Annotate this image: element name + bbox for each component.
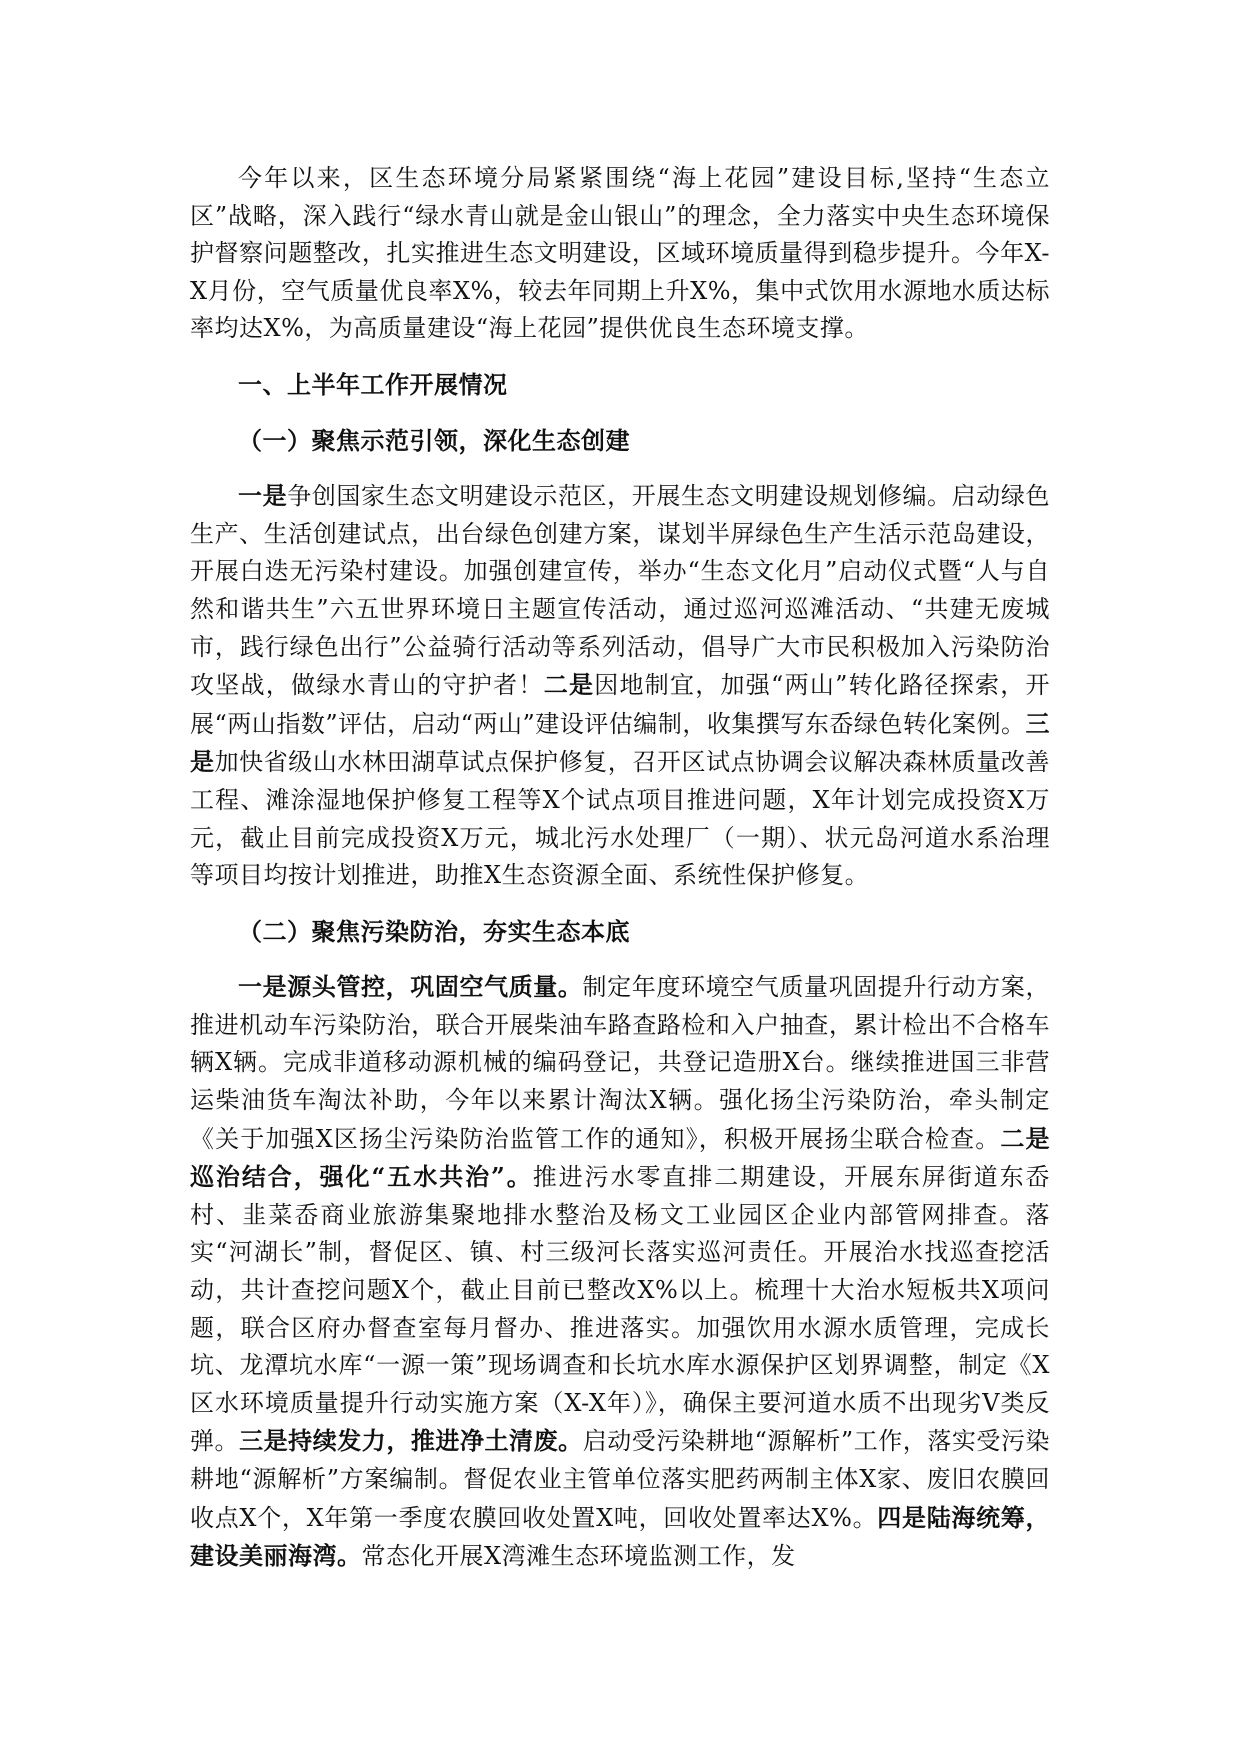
item-text: 争创国家生态文明建设示范区，开展生态文明建设规划修编。启动绿色生产、生活创建试点，出台绿色创建方案，谋划半屏绿色生产生活示范岛建设，开展白迭无污染村建设。加强创建宣传，举办“生态文化月”启动仪式暨“人与自然和谐共生”六五世界环境日主题宣传活动，通过巡河巡滩活动、“共建无废城市，践行绿色出行”公益骑行活动等系列活动，倡导广大市民积极加入污染防治攻坚战，做绿水青山的守护者！ bbox=[190, 482, 1050, 700]
item-lead: 三是 bbox=[190, 708, 1050, 777]
item-lead: 一是源头管控，巩固空气质量。 bbox=[238, 972, 583, 1002]
document-body bbox=[190, 160, 1050, 1594]
intro-paragraph: 今年以来，区生态环境分局紧紧围绕“海上花园”建设目标,坚持“生态立区”战略，深入践行“绿水青山就是金山银山”的理念，全力落实中央生态环境保护督察问题整改，扎实推进生态文明建设，区域环境质量得到稳步提升。今年X-X月份，空气质量优良率X%，较去年同期上升X%，集中式饮用水源地水质达标率均达X%，为高质量建设“海上花园”提供优良生态环境支撑。 bbox=[190, 164, 1050, 343]
item-text: 启动受污染耕地“源解析”工作，落实受污染耕地“源解析”方案编制。督促农业主管单位落实肥药两制主体X家、废旧农膜回收点X个，X年第一季度农膜回收处置X吨，回收处置率达X%。 bbox=[190, 1427, 1051, 1532]
item-lead: 三是持续发力，推进净土清废。 bbox=[239, 1426, 583, 1456]
subsection-heading-2: （二）聚焦污染防治，夯实生态本底 bbox=[238, 916, 630, 946]
item-text: 加快省级山水林田湖草试点保护修复，召开区试点协调会议解决森林质量改善工程、滩涂湿地保护修复工程等X个试点项目推进问题，X年计划完成投资X万元，截止目前完成投资X万元，城北污水处理厂（一期）、状元岛河道水系治理等项目均按计划推进，助推X生态资源全面、系统性保护修复。 bbox=[190, 748, 1051, 890]
item-lead: 二是巡治结合，强化“五水共治”。 bbox=[190, 1123, 1051, 1192]
subsection-1-paragraph bbox=[190, 477, 1050, 895]
item-lead: 一是 bbox=[238, 481, 288, 511]
item-lead: 二是 bbox=[543, 670, 595, 700]
subsection-2-paragraph bbox=[190, 968, 1050, 1576]
item-lead: 四是陆海统筹，建设美丽海湾。 bbox=[190, 1502, 1051, 1571]
subsection-heading-1: （一）聚焦示范引领，深化生态创建 bbox=[238, 425, 630, 455]
item-text: 推进污水零直排二期建设，开展东屏街道东岙村、韭菜岙商业旅游集聚地排水整治及杨文工业园区企业内部管网排查。落实“河湖长”制，督促区、镇、村三级河长落实巡河责任。开展治水找巡查挖活动，共计查挖问题X个，截止目前已整改X%以上。梳理十大治水短板共X项问题，联合区府办督查室每月督办、推进落实。加强饮用水源水质管理，完成长坑、龙潭坑水库“一源一策”现场调查和长坑水库水源保护区划界调整，制定《X区水环境质量提升行动实施方案（X-X年）》，确保主要河道水质不出现劣Ⅴ类反弹。 bbox=[190, 1163, 1051, 1456]
item-text: 制定年度环境空气质量巩固提升行动方案，推进机动车污染防治，联合开展柴油车路查路检和入户抽查，累计检出不合格车辆X辆。完成非道移动源机械的编码登记，共登记造册X台。继续推进国三非营运柴油货车淘汰补助，今年以来累计淘汰X辆。强化扬尘污染防治，牵头制定《关于加强X区扬尘污染防治监管工作的通知》，积极开展扬尘联合检查。 bbox=[190, 973, 1050, 1153]
item-text: 常态化开展X湾滩生态环境监测工作，发 bbox=[361, 1542, 796, 1571]
item-text: 因地制宜，加强“两山”转化路径探索，开展“两山指数”评估，启动“两山”建设评估编制，收集撰写东岙绿色转化案例。 bbox=[190, 671, 1050, 738]
section-heading: 一、上半年工作开展情况 bbox=[238, 369, 508, 399]
